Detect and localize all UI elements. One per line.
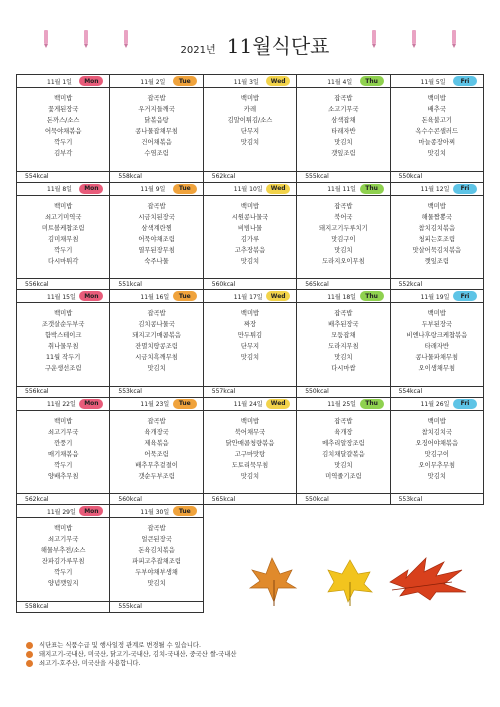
menu-item: 잡곡밥 — [147, 417, 166, 425]
menu-item: 도라지무침 — [328, 343, 359, 351]
day-cell — [390, 289, 484, 398]
menu-item: 맛김치 — [334, 139, 353, 146]
day-header — [17, 75, 109, 88]
day-date: 11월 29일 — [47, 508, 76, 516]
calorie-value: 556kcal — [17, 386, 109, 397]
menu-item: 맛김치 — [334, 246, 353, 254]
weekday-badge: Mon — [79, 506, 103, 516]
menu-list — [110, 308, 202, 374]
day-header — [204, 398, 296, 411]
menu-item: 함박스테이크 — [44, 332, 82, 340]
weekday-badge: Wed — [266, 291, 290, 301]
day-date: 11월 8일 — [47, 186, 72, 194]
menu-item: 돈까스/소스 — [46, 117, 80, 124]
note-text: 쇠고기-호주산, 미국산을 사용합니다. — [39, 660, 141, 667]
menu-item: 타래자반 — [424, 343, 449, 351]
menu-item: 깍두기 — [54, 246, 73, 254]
bullet-icon — [26, 651, 33, 658]
day-date: 11월 23일 — [140, 401, 170, 409]
weekday-badge: Tue — [173, 76, 197, 86]
menu-item: 모둠잡채 — [331, 332, 356, 340]
menu-item: 시금치된장국 — [138, 213, 175, 221]
menu-item: 깍두기 — [54, 461, 73, 469]
menu-item: 어묵야채볶음 — [44, 128, 82, 135]
calorie-value: 565kcal — [204, 493, 296, 504]
day-date: 11월 10일 — [233, 186, 263, 194]
day-header — [391, 75, 483, 88]
menu-item: 열무된장무침 — [138, 246, 175, 254]
weekday-badge: Wed — [266, 76, 290, 86]
weekday-badge: Mon — [79, 291, 103, 301]
day-cell — [109, 182, 203, 291]
menu-item: 옥수수콘샐러드 — [415, 128, 459, 135]
menu-item: 콩나물잡채무침 — [135, 128, 178, 135]
menu-item: 김미채무침 — [47, 235, 79, 243]
weekday-badge: Tue — [173, 506, 197, 516]
menu-item: 오징어야채볶음 — [415, 439, 459, 447]
menu-list — [204, 308, 296, 363]
calorie-value: 553kcal — [110, 386, 202, 397]
menu-list — [391, 201, 483, 267]
pencil-icon — [412, 30, 416, 44]
calorie-value: 550kcal — [297, 493, 389, 504]
menu-list — [17, 523, 109, 589]
day-header — [110, 183, 202, 196]
menu-item: 다시마쌈 — [331, 365, 356, 373]
menu-item: 미역줄기조림 — [325, 472, 362, 480]
weekday-badge: Fri — [453, 291, 477, 301]
menu-item: 시금치흑깨무침 — [135, 354, 178, 362]
day-cell — [296, 182, 390, 291]
day-cell — [109, 504, 203, 613]
menu-item: 맛김치 — [147, 580, 166, 588]
menu-item: 닭볶음탕 — [144, 117, 169, 124]
pencil-icon — [124, 30, 128, 44]
menu-list — [391, 416, 483, 482]
weekday-badge: Wed — [266, 399, 290, 409]
menu-item: 잡곡밥 — [147, 525, 166, 533]
calorie-value: 558kcal — [17, 601, 109, 612]
menu-item: 돼지고기두루치기 — [319, 224, 368, 232]
weekday-badge: Mon — [79, 184, 103, 194]
menu-item: 꽃게된장국 — [47, 106, 79, 113]
menu-item: 백미밥 — [427, 417, 446, 425]
menu-item: 참치김치국 — [421, 428, 452, 436]
pencil-icon — [84, 30, 88, 44]
calorie-value: 551kcal — [110, 278, 202, 289]
menu-item: 돈육불고기 — [421, 117, 452, 124]
calorie-value: 562kcal — [204, 171, 296, 182]
day-header — [17, 290, 109, 303]
day-header — [110, 398, 202, 411]
menu-item: 단무지 — [240, 343, 260, 351]
menu-item: 잡곡밥 — [334, 310, 353, 318]
day-date: 11월 15일 — [47, 293, 76, 301]
day-header — [204, 290, 296, 303]
menu-item: 양배추무침 — [47, 472, 79, 480]
day-cell — [109, 397, 203, 506]
meal-calendar — [16, 74, 483, 612]
calorie-value: 562kcal — [17, 493, 109, 504]
menu-item: 도토리묵무침 — [231, 461, 269, 469]
day-cell — [296, 289, 390, 398]
day-date: 11월 1일 — [47, 78, 72, 86]
menu-item: 백미밥 — [240, 202, 260, 210]
menu-item: 깻잎조림 — [424, 257, 449, 265]
pencil-icon — [372, 30, 376, 44]
menu-item: 어묵조림 — [144, 450, 169, 458]
day-cell — [203, 289, 297, 398]
calorie-value: 554kcal — [17, 171, 109, 182]
menu-item: 닭안매콤청량볶음 — [225, 439, 275, 447]
menu-list — [110, 93, 202, 159]
day-header — [204, 183, 296, 196]
menu-list — [391, 93, 483, 159]
calorie-value: 557kcal — [204, 386, 296, 397]
day-cell — [390, 74, 484, 183]
menu-item: 깐풍기 — [54, 439, 73, 447]
weekday-badge: Wed — [266, 184, 290, 194]
menu-item: 고추장볶음 — [234, 246, 266, 254]
menu-item: 김가루 — [240, 235, 260, 243]
menu-item: 백미밥 — [54, 95, 73, 102]
weekday-badge: Thu — [360, 184, 384, 194]
day-cell — [203, 74, 297, 183]
menu-list — [110, 416, 202, 482]
menu-list — [17, 93, 109, 159]
menu-item: 백미밥 — [240, 95, 260, 102]
menu-item: 오이무추무침 — [418, 461, 456, 469]
day-date: 11월 18일 — [327, 293, 356, 301]
menu-item: 소고기무국 — [328, 106, 359, 113]
menu-item: 맛김치 — [240, 472, 260, 480]
bullet-icon — [26, 660, 33, 667]
day-header — [110, 505, 202, 518]
menu-item: 맛김치 — [427, 150, 446, 157]
maple-leaf-icon — [250, 558, 296, 606]
menu-item: 쇠고기무국 — [47, 428, 79, 436]
day-header — [297, 183, 389, 196]
menu-item: 김치콩나물국 — [138, 321, 175, 329]
menu-item: 매기채볶음 — [47, 450, 79, 458]
pencil-icon — [44, 30, 48, 44]
note-text: 돼지고기-국내산, 미국산, 닭고기-국내산, 김치-국내산, 중국산 쌀-국내산 — [39, 651, 237, 658]
menu-item: 북어채무국 — [234, 428, 266, 436]
ginkgo-leaf-icon — [328, 560, 372, 606]
menu-item: 파피고추잡채조림 — [132, 558, 181, 566]
calorie-value: 556kcal — [17, 278, 109, 289]
page-title — [160, 30, 350, 59]
menu-list — [297, 308, 389, 374]
menu-list — [204, 416, 296, 482]
menu-item: 해물짬뽕국 — [421, 213, 452, 221]
day-cell — [203, 182, 297, 291]
day-date: 11월 17일 — [233, 293, 263, 301]
title-year: 2021년 — [180, 45, 216, 56]
day-cell — [16, 504, 110, 613]
menu-item: 백미밥 — [427, 310, 446, 318]
menu-item: 맛김치 — [240, 257, 260, 265]
menu-item: 돈육김치볶음 — [138, 547, 175, 555]
day-header — [17, 183, 109, 196]
calorie-value: 553kcal — [391, 493, 483, 504]
menu-item: 육개장국 — [144, 428, 169, 436]
menu-item: 깍두기 — [54, 569, 73, 577]
menu-item: 맛김구이 — [424, 450, 449, 458]
menu-item: 김부각 — [54, 150, 73, 157]
menu-list — [297, 201, 389, 267]
day-date: 11월 25일 — [327, 401, 356, 409]
day-cell — [109, 74, 203, 183]
note-item — [26, 650, 236, 659]
menu-item: 맛김치 — [427, 472, 446, 480]
day-date: 11월 2일 — [140, 78, 166, 86]
menu-item: 김말이튀김/소스 — [227, 117, 273, 124]
menu-item: 도라지오이무침 — [322, 257, 365, 265]
calorie-value: 560kcal — [204, 278, 296, 289]
menu-list — [17, 308, 109, 374]
menu-item: 만두튀김 — [237, 332, 263, 340]
menu-item: 다시마튀각 — [47, 257, 79, 265]
day-date: 11월 3일 — [233, 78, 259, 86]
day-header — [391, 290, 483, 303]
day-date: 11월 26일 — [420, 401, 450, 409]
menu-item: 맛김치 — [334, 461, 353, 469]
menu-item: 맛김치 — [240, 354, 260, 362]
calorie-value: 558kcal — [110, 171, 202, 182]
weekday-badge: Tue — [173, 291, 197, 301]
day-date: 11월 24일 — [233, 401, 263, 409]
menu-item: 두부야채부생채 — [135, 569, 178, 577]
menu-item: 제육볶음 — [144, 439, 169, 447]
menu-item: 백미밥 — [427, 202, 446, 210]
bullet-icon — [26, 642, 33, 649]
menu-item: 돼지고기매콤볶음 — [132, 332, 181, 340]
menu-item: 잡곡밥 — [334, 202, 353, 210]
day-date: 11월 11일 — [327, 186, 356, 194]
weekday-badge: Mon — [79, 76, 103, 86]
menu-item: 오이생채무침 — [418, 365, 456, 373]
autumn-leaves — [230, 548, 480, 608]
day-header — [391, 183, 483, 196]
menu-item: 숙주나물 — [144, 257, 169, 265]
calorie-value: 552kcal — [391, 278, 483, 289]
menu-item: 양념깻잎지 — [47, 580, 79, 588]
menu-item: 시원콩나물국 — [231, 213, 269, 221]
day-date: 11월 5일 — [420, 78, 446, 86]
day-header — [297, 290, 389, 303]
menu-item: 백미밥 — [54, 525, 73, 533]
weekday-badge: Fri — [453, 184, 477, 194]
notes — [26, 641, 236, 668]
menu-item: 해물부추전/소스 — [40, 547, 86, 555]
weekday-badge: Tue — [173, 399, 197, 409]
menu-list — [204, 93, 296, 148]
menu-item: 수염조림 — [144, 150, 169, 157]
menu-item: 김치채달걀볶음 — [322, 450, 365, 458]
menu-item: 잡곡밥 — [334, 417, 353, 425]
day-header — [17, 398, 109, 411]
title-main: 11월식단표 — [226, 34, 330, 58]
menu-item: 쇠고기무국 — [47, 536, 79, 544]
menu-item: 청피는호조림 — [418, 235, 456, 243]
day-date: 11월 22일 — [47, 401, 76, 409]
menu-item: 메추리알장조림 — [322, 439, 365, 447]
weekday-badge: Thu — [360, 291, 384, 301]
menu-item: 잡곡밥 — [147, 310, 166, 318]
day-date: 11월 30일 — [140, 508, 170, 516]
menu-item: 조갯살순두부국 — [41, 321, 85, 329]
menu-item: 육개장 — [334, 428, 353, 436]
menu-item: 미트볼케찹조림 — [41, 224, 85, 232]
red-maple-leaf-icon — [390, 558, 466, 600]
calorie-value: 550kcal — [297, 386, 389, 397]
day-cell — [296, 397, 390, 506]
day-cell — [16, 74, 110, 183]
calorie-value: 554kcal — [391, 386, 483, 397]
day-date: 11월 19일 — [420, 293, 450, 301]
menu-item: 우거지들깨국 — [138, 106, 175, 113]
day-cell — [109, 289, 203, 398]
menu-list — [297, 93, 389, 159]
day-cell — [390, 182, 484, 291]
day-header — [204, 75, 296, 88]
menu-item: 백미밥 — [54, 417, 73, 425]
day-header — [17, 505, 109, 518]
day-date: 11월 4일 — [327, 78, 353, 86]
menu-item: 두부된장국 — [421, 321, 452, 329]
menu-item: 배추국 — [427, 106, 446, 113]
day-cell — [390, 397, 484, 506]
weekday-badge: Fri — [453, 76, 477, 86]
menu-item: 얼큰된장국 — [141, 536, 172, 544]
note-text: 식단표는 식품수급 및 행사일정 관계로 변경될 수 있습니다. — [39, 642, 201, 649]
menu-item: 삼색계란찜 — [141, 224, 172, 232]
menu-item: 비빔나물 — [237, 224, 263, 232]
menu-item: 콩나물파채무침 — [415, 354, 459, 362]
menu-item: 취나물무침 — [47, 343, 79, 351]
weekday-badge: Mon — [79, 399, 103, 409]
day-date: 11월 16일 — [140, 293, 170, 301]
day-cell — [16, 182, 110, 291]
menu-list — [17, 416, 109, 482]
menu-item: 잡곡밥 — [334, 95, 353, 102]
menu-item: 쇠고기미역국 — [44, 213, 82, 221]
menu-item: 백미밥 — [54, 202, 73, 210]
menu-item: 백미밥 — [240, 417, 260, 425]
menu-item: 타래자반 — [331, 128, 356, 135]
menu-item: 백미밥 — [54, 310, 73, 318]
menu-list — [391, 308, 483, 374]
pencil-icon — [452, 30, 456, 44]
menu-item: 맛김치 — [334, 354, 353, 362]
menu-list — [204, 201, 296, 267]
menu-item: 짜장 — [243, 321, 257, 329]
calorie-value: 565kcal — [297, 278, 389, 289]
calorie-value: 555kcal — [297, 171, 389, 182]
day-header — [110, 75, 202, 88]
menu-item: 삼색잡채 — [331, 117, 356, 124]
menu-item: 맛김치 — [240, 139, 260, 146]
day-date: 11월 12일 — [420, 186, 450, 194]
calorie-value: 560kcal — [110, 493, 202, 504]
menu-item: 구운생선조림 — [44, 365, 82, 373]
menu-item: 갯순두부조림 — [138, 472, 175, 480]
menu-item: 11월 작두기 — [46, 354, 81, 362]
menu-item: 갯잎조림 — [331, 150, 356, 157]
menu-item: 배추무추겉절이 — [135, 461, 178, 469]
menu-item: 잡곡밥 — [147, 202, 166, 210]
weekday-badge: Thu — [360, 399, 384, 409]
menu-item: 맛김치 — [147, 365, 166, 373]
menu-item: 단무지 — [240, 128, 260, 135]
menu-item: 마늘종장아찌 — [418, 139, 456, 146]
menu-item: 맛살어묵김치볶음 — [412, 246, 462, 254]
menu-item: 맛김구이 — [331, 235, 356, 243]
menu-list — [110, 523, 202, 589]
day-header — [391, 398, 483, 411]
menu-item: 배추된장국 — [328, 321, 359, 329]
menu-list — [297, 416, 389, 482]
note-item — [26, 641, 236, 650]
menu-item: 어묵야채조림 — [138, 235, 175, 243]
day-header — [110, 290, 202, 303]
day-header — [297, 75, 389, 88]
menu-item: 백미밥 — [240, 310, 260, 318]
day-cell — [16, 397, 110, 506]
menu-item: 백미밥 — [427, 95, 446, 102]
menu-item: 깍두기 — [54, 139, 73, 146]
menu-item: 북어국 — [334, 213, 353, 221]
menu-item: 참치김치볶음 — [418, 224, 456, 232]
menu-item: 잔멸치땅콩조림 — [135, 343, 178, 351]
day-date: 11월 9일 — [140, 186, 166, 194]
menu-item: 고구마맛탕 — [234, 450, 266, 458]
menu-item: 비엔나후랑크케찹볶음 — [406, 332, 468, 340]
calorie-value: 550kcal — [391, 171, 483, 182]
weekday-badge: Tue — [173, 184, 197, 194]
day-cell — [16, 289, 110, 398]
menu-item: 카레 — [243, 106, 257, 113]
note-item — [26, 659, 236, 668]
weekday-badge: Thu — [360, 76, 384, 86]
day-cell — [296, 74, 390, 183]
menu-list — [17, 201, 109, 267]
menu-item: 잔파김가루무침 — [41, 558, 85, 566]
menu-item: 건어채볶음 — [141, 139, 172, 146]
day-cell — [203, 397, 297, 506]
weekday-badge: Fri — [453, 399, 477, 409]
menu-item: 잡곡밥 — [147, 95, 166, 102]
menu-list — [110, 201, 202, 267]
calorie-value: 555kcal — [110, 601, 202, 612]
day-header — [297, 398, 389, 411]
